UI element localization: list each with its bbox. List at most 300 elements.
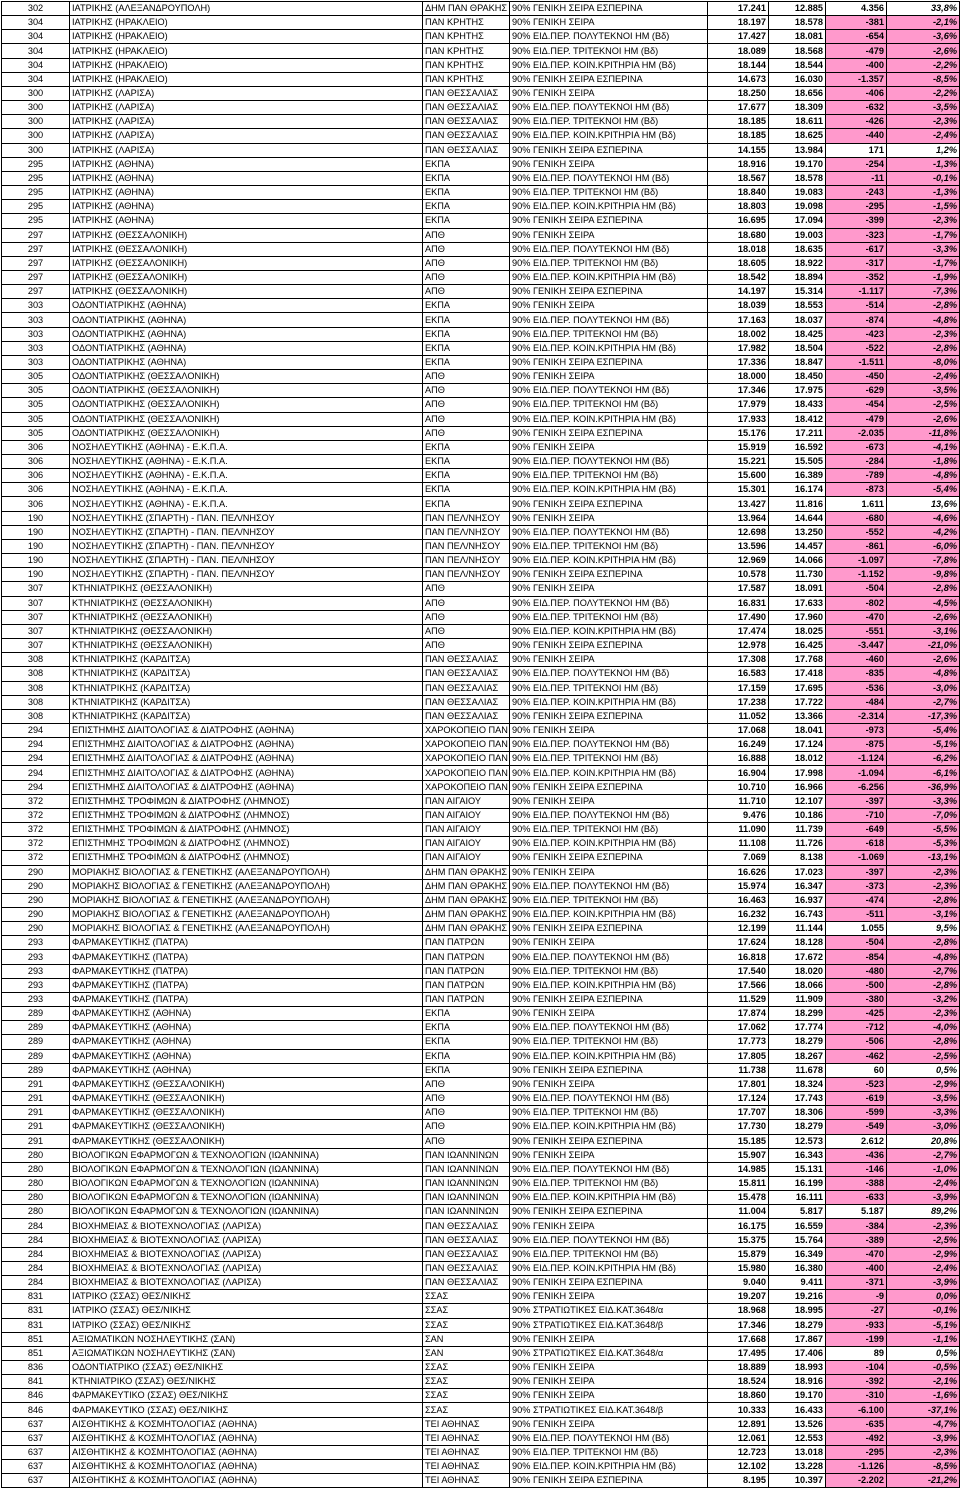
institution: ΕΚΠΑ (423, 1049, 510, 1063)
score-difference: -492 (826, 1431, 887, 1445)
admission-category: 90% ΕΙΔ.ΠΕΡ. ΤΡΙΤΕΚΝΟΙ ΗΜ (Βδ) (510, 893, 708, 907)
department-name: ΙΑΤΡΙΚΗΣ (ΛΑΡΙΣΑ) (70, 129, 423, 143)
score-difference: -243 (826, 186, 887, 200)
department-code: 293 (2, 936, 70, 950)
institution: ΑΠΘ (423, 384, 510, 398)
table-row (2, 1077, 960, 1091)
institution: ΠΑΝ ΘΕΣΣΑΛΙΑΣ (423, 1247, 510, 1261)
score-difference: -710 (826, 808, 887, 822)
department-name: ΦΑΡΜΑΚΕΥΤΙΚΗΣ (ΠΑΤΡΑ) (70, 964, 423, 978)
score-current: 12.698 (708, 525, 769, 539)
table-row (2, 129, 960, 143)
institution: ΕΚΠΑ (423, 171, 510, 185)
department-code: 290 (2, 879, 70, 893)
department-name: ΕΠΙΣΤΗΜΗΣ ΤΡΟΦΙΜΩΝ & ΔΙΑΤΡΟΦΗΣ (ΛΗΜΝΟΣ) (70, 808, 423, 822)
admission-category: 90% ΕΙΔ.ΠΕΡ. ΠΟΛΥΤΕΚΝΟΙ ΗΜ (Βδ) (510, 808, 708, 822)
table-row (2, 186, 960, 200)
score-change-percent: -7,0% (887, 808, 960, 822)
score-difference: -6.100 (826, 1403, 887, 1417)
table-row (2, 440, 960, 454)
institution: ΑΠΘ (423, 256, 510, 270)
institution: ΠΑΝ ΘΕΣΣΑΛΙΑΣ (423, 115, 510, 129)
score-change-percent: -2,6% (887, 44, 960, 58)
admission-category: 90% ΕΙΔ.ΠΕΡ. ΠΟΛΥΤΕΚΝΟΙ ΗΜ (Βδ) (510, 455, 708, 469)
department-name: ΝΟΣΗΛΕΥΤΙΚΗΣ (ΣΠΑΡΤΗ) - ΠΑΝ. ΠΕΛ/ΝΗΣΟΥ (70, 554, 423, 568)
score-difference: -854 (826, 950, 887, 964)
admission-category: 90% ΕΙΔ.ΠΕΡ. ΚΟΙΝ.ΚΡΙΤΗΡΙΑ ΗΜ (Βδ) (510, 908, 708, 922)
table-row (2, 1120, 960, 1134)
table-row (2, 950, 960, 964)
admission-category: 90% ΕΙΔ.ΠΕΡ. ΤΡΙΤΕΚΝΟΙ ΗΜ (Βδ) (510, 469, 708, 483)
score-change-percent: -4,0% (887, 1021, 960, 1035)
score-change-percent: -2,4% (887, 1261, 960, 1275)
score-current: 13.964 (708, 511, 769, 525)
score-change-percent: -4,8% (887, 469, 960, 483)
score-current: 17.874 (708, 1007, 769, 1021)
institution: ΠΑΝ ΙΩΑΝΝΙΝΩΝ (423, 1205, 510, 1219)
score-previous: 18.578 (769, 171, 826, 185)
score-change-percent: -2,8% (887, 978, 960, 992)
admission-category: 90% ΓΕΝΙΚΗ ΣΕΙΡΑ (510, 1375, 708, 1389)
institution: ΠΑΝ ΠΑΤΡΩΝ (423, 936, 510, 950)
score-change-percent: -2,4% (887, 129, 960, 143)
table-row (2, 16, 960, 30)
score-current: 17.668 (708, 1332, 769, 1346)
department-name: ΟΔΟΝΤΙΑΤΡΙΚΗΣ (ΘΕΣΣΑΛΟΝΙΚΗ) (70, 412, 423, 426)
institution: ΑΠΘ (423, 610, 510, 624)
score-previous: 16.199 (769, 1176, 826, 1190)
admission-category: 90% ΣΤΡΑΤΙΩΤΙΚΕΣ ΕΙΔ.ΚΑΤ.3648/α (510, 1304, 708, 1318)
department-code: 289 (2, 1063, 70, 1077)
department-code: 307 (2, 582, 70, 596)
score-current: 10.710 (708, 780, 769, 794)
department-name: ΒΙΟΧΗΜΕΙΑΣ & ΒΙΟΤΕΧΝΟΛΟΓΙΑΣ (ΛΑΡΙΣΑ) (70, 1261, 423, 1275)
score-current: 15.478 (708, 1191, 769, 1205)
institution: ΑΠΘ (423, 1092, 510, 1106)
institution: ΤΕΙ ΑΘΗΝΑΣ (423, 1417, 510, 1431)
score-change-percent: -2,7% (887, 1148, 960, 1162)
admission-category: 90% ΕΙΔ.ΠΕΡ. ΤΡΙΤΕΚΝΟΙ ΗΜ (Βδ) (510, 115, 708, 129)
institution: ΔΗΜ ΠΑΝ ΘΡΑΚΗΣ (423, 893, 510, 907)
department-code: 836 (2, 1361, 70, 1375)
department-code: 293 (2, 964, 70, 978)
score-change-percent: -36,9% (887, 780, 960, 794)
table-row (2, 115, 960, 129)
institution: ΑΠΘ (423, 1077, 510, 1091)
score-change-percent: -2,8% (887, 936, 960, 950)
score-difference: -1.511 (826, 355, 887, 369)
admission-category: 90% ΕΙΔ.ΠΕΡ. ΤΡΙΤΕΚΝΟΙ ΗΜ (Βδ) (510, 44, 708, 58)
score-difference: -406 (826, 86, 887, 100)
score-previous: 16.343 (769, 1148, 826, 1162)
score-difference: -384 (826, 1219, 887, 1233)
table-row (2, 1276, 960, 1290)
admission-category: 90% ΓΕΝΙΚΗ ΣΕΙΡΑ ΕΣΠΕΡΙΝΑ (510, 1205, 708, 1219)
admission-category: 90% ΓΕΝΙΚΗ ΣΕΙΡΑ ΕΣΠΕΡΙΝΑ (510, 2, 708, 16)
department-name: ΦΑΡΜΑΚΕΥΤΙΚΗΣ (ΑΘΗΝΑ) (70, 1049, 423, 1063)
score-change-percent: -3,3% (887, 794, 960, 808)
table-row (2, 794, 960, 808)
admission-category: 90% ΕΙΔ.ΠΕΡ. ΠΟΛΥΤΕΚΝΟΙ ΗΜ (Βδ) (510, 242, 708, 256)
score-difference: -9 (826, 1290, 887, 1304)
admission-category: 90% ΣΤΡΑΤΙΩΤΙΚΕΣ ΕΙΔ.ΚΑΤ.3648/α (510, 1346, 708, 1360)
admission-category: 90% ΓΕΝΙΚΗ ΣΕΙΡΑ ΕΣΠΕΡΙΝΑ (510, 922, 708, 936)
score-change-percent: -5,4% (887, 483, 960, 497)
score-change-percent: -6,2% (887, 752, 960, 766)
admission-category: 90% ΕΙΔ.ΠΕΡ. ΠΟΛΥΤΕΚΝΟΙ ΗΜ (Βδ) (510, 667, 708, 681)
department-name: ΟΔΟΝΤΙΑΤΡΙΚΗΣ (ΑΘΗΝΑ) (70, 313, 423, 327)
score-difference: -480 (826, 964, 887, 978)
score-difference: -381 (826, 16, 887, 30)
institution: ΠΑΝ ΘΕΣΣΑΛΙΑΣ (423, 1219, 510, 1233)
score-previous: 18.267 (769, 1049, 826, 1063)
admission-category: 90% ΓΕΝΙΚΗ ΣΕΙΡΑ (510, 1290, 708, 1304)
score-difference: -633 (826, 1191, 887, 1205)
admission-category: 90% ΓΕΝΙΚΗ ΣΕΙΡΑ (510, 1361, 708, 1375)
score-difference: -310 (826, 1389, 887, 1403)
department-name: ΜΟΡΙΑΚΗΣ ΒΙΟΛΟΓΙΑΣ & ΓΕΝΕΤΙΚΗΣ (ΑΛΕΞΑΝΔΡΟΥΠΟΛΗ) (70, 865, 423, 879)
score-previous: 9.411 (769, 1276, 826, 1290)
department-code: 297 (2, 256, 70, 270)
table-row (2, 214, 960, 228)
score-previous: 17.418 (769, 667, 826, 681)
score-difference: -635 (826, 1417, 887, 1431)
score-difference: -875 (826, 738, 887, 752)
admission-category: 90% ΓΕΝΙΚΗ ΣΕΙΡΑ (510, 1417, 708, 1431)
score-difference: 89 (826, 1346, 887, 1360)
score-change-percent: -2,8% (887, 341, 960, 355)
score-previous: 18.037 (769, 313, 826, 327)
department-name: ΟΔΟΝΤΙΑΤΡΙΚΗΣ (ΑΘΗΝΑ) (70, 327, 423, 341)
score-previous: 18.128 (769, 936, 826, 950)
score-current: 7.069 (708, 851, 769, 865)
table-row (2, 299, 960, 313)
score-difference: -479 (826, 44, 887, 58)
score-change-percent: -2,2% (887, 86, 960, 100)
score-difference: -104 (826, 1361, 887, 1375)
department-name: ΒΙΟΛΟΓΙΚΩΝ ΕΦΑΡΜΟΓΩΝ & ΤΕΧΝΟΛΟΓΙΩΝ (ΙΩΑΝΝΙΝΑ) (70, 1162, 423, 1176)
admission-category: 90% ΕΙΔ.ΠΕΡ. ΠΟΛΥΤΕΚΝΟΙ ΗΜ (Βδ) (510, 879, 708, 893)
score-current: 17.124 (708, 1092, 769, 1106)
score-previous: 17.406 (769, 1346, 826, 1360)
department-name: ΜΟΡΙΑΚΗΣ ΒΙΟΛΟΓΙΑΣ & ΓΕΝΕΤΙΚΗΣ (ΑΛΕΞΑΝΔΡΟΥΠΟΛΗ) (70, 879, 423, 893)
score-change-percent: 1,2% (887, 143, 960, 157)
department-code: 306 (2, 440, 70, 454)
score-previous: 18.578 (769, 16, 826, 30)
score-current: 17.566 (708, 978, 769, 992)
table-row (2, 228, 960, 242)
department-code: 300 (2, 115, 70, 129)
department-name: ΚΤΗΝΙΑΤΡΙΚΗΣ (ΚΑΡΔΙΤΣΑ) (70, 653, 423, 667)
score-current: 17.677 (708, 101, 769, 115)
department-name: ΙΑΤΡΙΚΗΣ (ΘΕΣΣΑΛΟΝΙΚΗ) (70, 285, 423, 299)
score-difference: -400 (826, 1261, 887, 1275)
score-previous: 18.611 (769, 115, 826, 129)
score-current: 16.626 (708, 865, 769, 879)
admission-category: 90% ΕΙΔ.ΠΕΡ. ΚΟΙΝ.ΚΡΙΤΗΡΙΑ ΗΜ (Βδ) (510, 554, 708, 568)
department-name: ΙΑΤΡΙΚΗΣ (ΑΘΗΝΑ) (70, 186, 423, 200)
score-change-percent: -3,5% (887, 384, 960, 398)
institution: ΕΚΠΑ (423, 355, 510, 369)
institution: ΠΑΝ ΠΕΛ/ΝΗΣΟΥ (423, 554, 510, 568)
table-row (2, 695, 960, 709)
score-previous: 13.228 (769, 1460, 826, 1474)
department-name: ΙΑΤΡΙΚΗΣ (ΛΑΡΙΣΑ) (70, 115, 423, 129)
department-name: ΟΔΟΝΤΙΑΤΡΙΚΟ (ΣΣΑΣ) ΘΕΣ/ΝΙΚΗΣ (70, 1361, 423, 1375)
institution: ΕΚΠΑ (423, 469, 510, 483)
department-code: 307 (2, 610, 70, 624)
score-current: 15.879 (708, 1247, 769, 1261)
score-current: 11.108 (708, 837, 769, 851)
department-code: 306 (2, 455, 70, 469)
department-name: ΑΙΣΘΗΤΙΚΗΣ & ΚΟΣΜΗΤΟΛΟΓΙΑΣ (ΑΘΗΝΑ) (70, 1474, 423, 1488)
admission-category: 90% ΓΕΝΙΚΗ ΣΕΙΡΑ ΕΣΠΕΡΙΝΑ (510, 72, 708, 86)
score-difference: -479 (826, 412, 887, 426)
score-change-percent: -0,1% (887, 171, 960, 185)
score-current: 15.375 (708, 1233, 769, 1247)
department-name: ΙΑΤΡΙΚΗΣ (ΑΛΕΞΑΝΔΡΟΥΠΟΛΗ) (70, 2, 423, 16)
department-name: ΙΑΤΡΙΚΗΣ (ΑΘΗΝΑ) (70, 157, 423, 171)
score-change-percent: 0,5% (887, 1063, 960, 1077)
score-difference: -295 (826, 200, 887, 214)
department-name: ΝΟΣΗΛΕΥΤΙΚΗΣ (ΑΘΗΝΑ) - Ε.Κ.Π.Α. (70, 483, 423, 497)
table-row (2, 455, 960, 469)
score-difference: -549 (826, 1120, 887, 1134)
score-current: 14.197 (708, 285, 769, 299)
score-change-percent: -5,1% (887, 1318, 960, 1332)
department-code: 293 (2, 950, 70, 964)
department-code: 291 (2, 1106, 70, 1120)
institution: ΠΑΝ ΑΙΓΑΙΟΥ (423, 808, 510, 822)
institution: ΠΑΝ ΘΕΣΣΑΛΙΑΣ (423, 695, 510, 709)
score-previous: 11.909 (769, 992, 826, 1006)
score-current: 18.968 (708, 1304, 769, 1318)
table-row (2, 653, 960, 667)
admission-category: 90% ΣΤΡΑΤΙΩΤΙΚΕΣ ΕΙΔ.ΚΑΤ.3648/β (510, 1403, 708, 1417)
score-previous: 18.916 (769, 1375, 826, 1389)
table-row (2, 554, 960, 568)
department-code: 295 (2, 157, 70, 171)
admission-category: 90% ΕΙΔ.ΠΕΡ. ΤΡΙΤΕΚΝΟΙ ΗΜ (Βδ) (510, 186, 708, 200)
score-difference: -323 (826, 228, 887, 242)
score-change-percent: 9,5% (887, 922, 960, 936)
score-current: 12.969 (708, 554, 769, 568)
department-name: ΦΑΡΜΑΚΕΥΤΙΚΗΣ (ΑΘΗΝΑ) (70, 1021, 423, 1035)
table-row (2, 1474, 960, 1488)
table-row (2, 978, 960, 992)
department-name: ΙΑΤΡΙΚΗΣ (ΛΑΡΙΣΑ) (70, 86, 423, 100)
score-previous: 18.091 (769, 582, 826, 596)
department-code: 284 (2, 1219, 70, 1233)
score-current: 16.831 (708, 596, 769, 610)
department-name: ΝΟΣΗΛΕΥΤΙΚΗΣ (ΑΘΗΝΑ) - Ε.Κ.Π.Α. (70, 440, 423, 454)
institution: ΧΑΡΟΚΟΠΕΙΟ ΠΑΝ (423, 752, 510, 766)
score-change-percent: 33,8% (887, 2, 960, 16)
score-difference: 2.612 (826, 1134, 887, 1148)
admission-category: 90% ΕΙΔ.ΠΕΡ. ΤΡΙΤΕΚΝΟΙ ΗΜ (Βδ) (510, 964, 708, 978)
score-current: 17.805 (708, 1049, 769, 1063)
score-change-percent: -1,1% (887, 1332, 960, 1346)
score-change-percent: -8,5% (887, 1460, 960, 1474)
department-code: 295 (2, 214, 70, 228)
score-previous: 18.625 (769, 129, 826, 143)
institution: ΠΑΝ ΠΑΤΡΩΝ (423, 978, 510, 992)
score-previous: 17.774 (769, 1021, 826, 1035)
score-difference: -835 (826, 667, 887, 681)
score-previous: 18.025 (769, 624, 826, 638)
score-difference: 4.356 (826, 2, 887, 16)
score-previous: 18.041 (769, 723, 826, 737)
department-name: ΙΑΤΡΙΚΗΣ (ΘΕΣΣΑΛΟΝΙΚΗ) (70, 228, 423, 242)
department-name: ΝΟΣΗΛΕΥΤΙΚΗΣ (ΑΘΗΝΑ) - Ε.Κ.Π.Α. (70, 469, 423, 483)
department-code: 304 (2, 44, 70, 58)
score-difference: -317 (826, 256, 887, 270)
score-change-percent: -2,5% (887, 1233, 960, 1247)
score-current: 17.773 (708, 1035, 769, 1049)
table-row (2, 1134, 960, 1148)
institution: ΠΑΝ ΑΙΓΑΙΟΥ (423, 823, 510, 837)
score-change-percent: -2,8% (887, 582, 960, 596)
department-code: 291 (2, 1077, 70, 1091)
score-current: 15.974 (708, 879, 769, 893)
score-current: 12.978 (708, 639, 769, 653)
score-change-percent: -2,8% (887, 1035, 960, 1049)
department-name: ΕΠΙΣΤΗΜΗΣ ΤΡΟΦΙΜΩΝ & ΔΙΑΤΡΟΦΗΣ (ΛΗΜΝΟΣ) (70, 851, 423, 865)
score-previous: 17.695 (769, 681, 826, 695)
department-name: ΕΠΙΣΤΗΜΗΣ ΔΙΑΙΤΟΛΟΓΙΑΣ & ΔΙΑΤΡΟΦΗΣ (ΑΘΗΝΑ) (70, 766, 423, 780)
table-row (2, 1219, 960, 1233)
table-row (2, 1361, 960, 1375)
admission-category: 90% ΓΕΝΙΚΗ ΣΕΙΡΑ (510, 653, 708, 667)
score-current: 16.888 (708, 752, 769, 766)
institution: ΠΑΝ ΚΡΗΤΗΣ (423, 72, 510, 86)
admission-category: 90% ΕΙΔ.ΠΕΡ. ΚΟΙΝ.ΚΡΙΤΗΡΙΑ ΗΜ (Βδ) (510, 412, 708, 426)
department-code: 289 (2, 1021, 70, 1035)
score-previous: 16.380 (769, 1261, 826, 1275)
table-row (2, 2, 960, 16)
table-row (2, 101, 960, 115)
score-difference: 1.055 (826, 922, 887, 936)
admission-category: 90% ΓΕΝΙΚΗ ΣΕΙΡΑ (510, 1007, 708, 1021)
score-change-percent: -2,4% (887, 370, 960, 384)
institution: ΠΑΝ ΙΩΑΝΝΙΝΩΝ (423, 1162, 510, 1176)
table-row (2, 639, 960, 653)
institution: ΠΑΝ ΘΕΣΣΑΛΙΑΣ (423, 1233, 510, 1247)
score-previous: 19.170 (769, 157, 826, 171)
score-change-percent: -2,3% (887, 214, 960, 228)
score-change-percent: -3,2% (887, 992, 960, 1006)
institution: ΑΠΘ (423, 228, 510, 242)
department-code: 846 (2, 1389, 70, 1403)
department-name: ΒΙΟΧΗΜΕΙΑΣ & ΒΙΟΤΕΧΝΟΛΟΓΙΑΣ (ΛΑΡΙΣΑ) (70, 1233, 423, 1247)
department-name: ΦΑΡΜΑΚΕΥΤΙΚΗΣ (ΘΕΣΣΑΛΟΝΙΚΗ) (70, 1106, 423, 1120)
admission-category: 90% ΕΙΔ.ΠΕΡ. ΤΡΙΤΕΚΝΟΙ ΗΜ (Βδ) (510, 1247, 708, 1261)
admission-category: 90% ΕΙΔ.ΠΕΡ. ΚΟΙΝ.ΚΡΙΤΗΡΙΑ ΗΜ (Βδ) (510, 341, 708, 355)
score-change-percent: -0,1% (887, 1304, 960, 1318)
institution: ΑΠΘ (423, 624, 510, 638)
score-change-percent: -4,2% (887, 525, 960, 539)
score-current: 17.495 (708, 1346, 769, 1360)
score-current: 15.221 (708, 455, 769, 469)
institution: ΠΑΝ ΑΙΓΑΙΟΥ (423, 837, 510, 851)
score-previous: 18.309 (769, 101, 826, 115)
department-name: ΚΤΗΝΙΑΤΡΙΚΟ (ΣΣΑΣ) ΘΕΣ/ΝΙΚΗΣ (70, 1375, 423, 1389)
table-row (2, 30, 960, 44)
department-name: ΙΑΤΡΙΚΟ (ΣΣΑΣ) ΘΕΣ/ΝΙΚΗΣ (70, 1304, 423, 1318)
score-current: 15.600 (708, 469, 769, 483)
score-difference: -680 (826, 511, 887, 525)
score-change-percent: -4,6% (887, 511, 960, 525)
score-current: 17.336 (708, 355, 769, 369)
score-current: 18.039 (708, 299, 769, 313)
score-previous: 11.726 (769, 837, 826, 851)
department-code: 290 (2, 865, 70, 879)
admission-category: 90% ΓΕΝΙΚΗ ΣΕΙΡΑ (510, 1219, 708, 1233)
score-difference: -522 (826, 341, 887, 355)
department-code: 280 (2, 1162, 70, 1176)
score-previous: 12.553 (769, 1431, 826, 1445)
score-previous: 16.347 (769, 879, 826, 893)
score-current: 17.979 (708, 398, 769, 412)
department-name: ΒΙΟΧΗΜΕΙΑΣ & ΒΙΟΤΕΧΝΟΛΟΓΙΑΣ (ΛΑΡΙΣΑ) (70, 1276, 423, 1290)
score-current: 12.199 (708, 922, 769, 936)
score-difference: -1.069 (826, 851, 887, 865)
score-previous: 17.633 (769, 596, 826, 610)
score-change-percent: -1,0% (887, 1162, 960, 1176)
score-difference: -450 (826, 370, 887, 384)
department-name: ΟΔΟΝΤΙΑΤΡΙΚΗΣ (ΘΕΣΣΑΛΟΝΙΚΗ) (70, 384, 423, 398)
institution: ΑΠΘ (423, 270, 510, 284)
department-name: ΕΠΙΣΤΗΜΗΣ ΔΙΑΙΤΟΛΟΓΙΑΣ & ΔΙΑΤΡΟΦΗΣ (ΑΘΗΝΑ) (70, 738, 423, 752)
score-difference: -673 (826, 440, 887, 454)
table-row (2, 256, 960, 270)
score-difference: -536 (826, 681, 887, 695)
department-code: 303 (2, 299, 70, 313)
admission-category: 90% ΓΕΝΙΚΗ ΣΕΙΡΑ ΕΣΠΕΡΙΝΑ (510, 1474, 708, 1488)
score-current: 14.985 (708, 1162, 769, 1176)
score-change-percent: -3,5% (887, 1092, 960, 1106)
score-current: 17.587 (708, 582, 769, 596)
score-change-percent: -4,8% (887, 667, 960, 681)
score-difference: -1.124 (826, 752, 887, 766)
score-current: 18.089 (708, 44, 769, 58)
score-previous: 11.730 (769, 568, 826, 582)
admission-category: 90% ΓΕΝΙΚΗ ΣΕΙΡΑ (510, 299, 708, 313)
score-previous: 18.081 (769, 30, 826, 44)
department-name: ΙΑΤΡΙΚΗΣ (ΗΡΑΚΛΕΙΟ) (70, 16, 423, 30)
table-row (2, 1035, 960, 1049)
department-code: 297 (2, 242, 70, 256)
score-change-percent: -1,7% (887, 256, 960, 270)
institution: ΕΚΠΑ (423, 455, 510, 469)
score-current: 17.982 (708, 341, 769, 355)
department-code: 280 (2, 1176, 70, 1190)
score-previous: 14.457 (769, 539, 826, 553)
table-row (2, 766, 960, 780)
department-code: 305 (2, 370, 70, 384)
admission-category: 90% ΓΕΝΙΚΗ ΣΕΙΡΑ (510, 1148, 708, 1162)
admission-category: 90% ΓΕΝΙΚΗ ΣΕΙΡΑ (510, 511, 708, 525)
admission-category: 90% ΓΕΝΙΚΗ ΣΕΙΡΑ ΕΣΠΕΡΙΝΑ (510, 355, 708, 369)
institution: ΠΑΝ ΘΕΣΣΑΛΙΑΣ (423, 653, 510, 667)
score-difference: -3.447 (826, 639, 887, 653)
department-name: ΑΞΙΩΜΑΤΙΚΩΝ ΝΟΣΗΛΕΥΤΙΚΗΣ (ΣΑΝ) (70, 1346, 423, 1360)
department-name: ΕΠΙΣΤΗΜΗΣ ΔΙΑΙΤΟΛΟΓΙΑΣ & ΔΙΑΤΡΟΦΗΣ (ΑΘΗΝΑ) (70, 780, 423, 794)
score-previous: 11.739 (769, 823, 826, 837)
admission-category: 90% ΕΙΔ.ΠΕΡ. ΠΟΛΥΤΕΚΝΟΙ ΗΜ (Βδ) (510, 738, 708, 752)
institution: ΕΚΠΑ (423, 1007, 510, 1021)
table-row (2, 1092, 960, 1106)
